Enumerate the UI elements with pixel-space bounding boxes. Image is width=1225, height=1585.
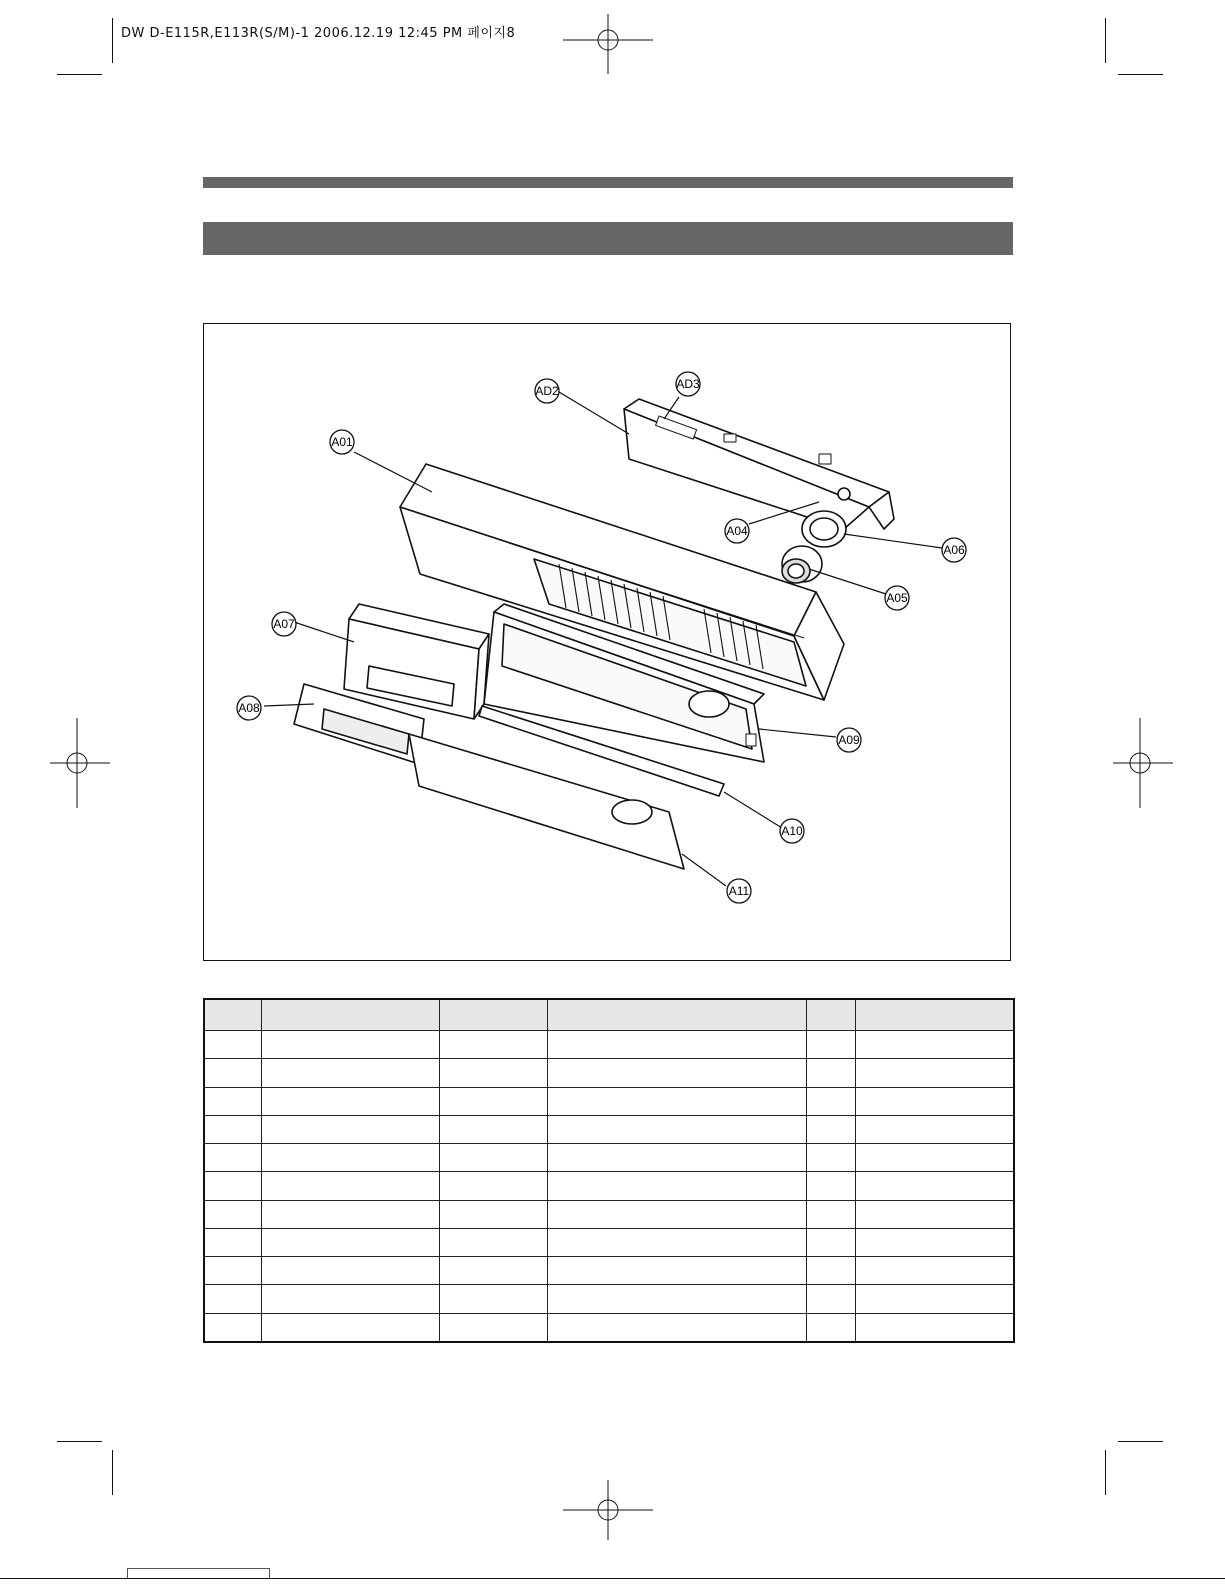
table-cell bbox=[439, 1031, 547, 1059]
table-cell bbox=[439, 1313, 547, 1342]
table-cell bbox=[439, 1257, 547, 1285]
table-cell bbox=[806, 1087, 855, 1115]
parts-list-table bbox=[203, 998, 1015, 1343]
table-cell bbox=[547, 1200, 806, 1228]
footer-line bbox=[0, 1578, 1225, 1579]
col-header-no bbox=[204, 999, 261, 1031]
table-cell bbox=[806, 1257, 855, 1285]
table-cell bbox=[547, 1172, 806, 1200]
crop-mark-bl-h bbox=[57, 1441, 102, 1442]
table-cell bbox=[806, 1285, 855, 1313]
table-cell bbox=[204, 1257, 261, 1285]
table-cell bbox=[204, 1228, 261, 1256]
part-a05-knob bbox=[782, 546, 822, 583]
table-cell bbox=[261, 1257, 439, 1285]
table-cell bbox=[261, 1087, 439, 1115]
table-cell bbox=[855, 1144, 1014, 1172]
table-cell bbox=[855, 1313, 1014, 1342]
table-row bbox=[204, 1031, 1014, 1059]
callout-ad2 bbox=[535, 379, 559, 403]
table-cell bbox=[261, 1313, 439, 1342]
table-cell bbox=[261, 1144, 439, 1172]
print-header: DW D-E115R,E113R(S/M)-1 2006.12.19 12:45 PM 페이지8 bbox=[121, 26, 516, 41]
callout-ad3 bbox=[676, 372, 700, 396]
callout-a04 bbox=[725, 519, 749, 543]
table-row bbox=[204, 1172, 1014, 1200]
callout-ad3-label: AD3 bbox=[676, 377, 700, 391]
table-cell bbox=[806, 1200, 855, 1228]
table-cell bbox=[439, 1228, 547, 1256]
table-cell bbox=[806, 1172, 855, 1200]
table-cell bbox=[547, 1059, 806, 1087]
table-row bbox=[204, 1200, 1014, 1228]
exploded-view-drawing bbox=[204, 324, 1012, 962]
table-header-row bbox=[204, 999, 1014, 1031]
table-cell bbox=[855, 1172, 1014, 1200]
table-cell bbox=[806, 1115, 855, 1143]
table-cell bbox=[855, 1087, 1014, 1115]
table-cell bbox=[855, 1228, 1014, 1256]
part-a11-front-sheet bbox=[409, 734, 684, 869]
table-row bbox=[204, 1228, 1014, 1256]
crop-mark-bl-v bbox=[112, 1450, 113, 1495]
callout-a04-label: A04 bbox=[726, 524, 748, 538]
table-cell bbox=[855, 1115, 1014, 1143]
table-cell bbox=[261, 1172, 439, 1200]
table-cell bbox=[806, 1059, 855, 1087]
table-cell bbox=[547, 1144, 806, 1172]
callout-a11-label: A11 bbox=[728, 884, 750, 898]
table-row bbox=[204, 1285, 1014, 1313]
section-title-bar bbox=[203, 222, 1013, 255]
table-row bbox=[204, 1257, 1014, 1285]
callout-a05 bbox=[885, 586, 909, 610]
crop-mark-br-v bbox=[1105, 1450, 1106, 1495]
table-cell bbox=[204, 1313, 261, 1342]
table-row bbox=[204, 1313, 1014, 1342]
callout-a01-label: A01 bbox=[331, 435, 353, 449]
table-cell bbox=[855, 1200, 1014, 1228]
crop-mark-br-h bbox=[1118, 1441, 1163, 1442]
crop-mark-tr-v bbox=[1105, 18, 1106, 63]
table-cell bbox=[261, 1228, 439, 1256]
table-cell bbox=[204, 1087, 261, 1115]
registration-mark-left bbox=[50, 718, 110, 808]
table-cell bbox=[547, 1115, 806, 1143]
table-cell bbox=[204, 1285, 261, 1313]
table-row bbox=[204, 1087, 1014, 1115]
callout-a10 bbox=[780, 819, 804, 843]
table-cell bbox=[204, 1115, 261, 1143]
table-cell bbox=[855, 1059, 1014, 1087]
callout-a06 bbox=[942, 538, 966, 562]
table-cell bbox=[261, 1200, 439, 1228]
exploded-view-figure bbox=[203, 323, 1011, 961]
table-cell bbox=[204, 1031, 261, 1059]
callout-a08-label: A08 bbox=[238, 701, 260, 715]
table-cell bbox=[204, 1059, 261, 1087]
table-cell bbox=[855, 1285, 1014, 1313]
table-cell bbox=[261, 1285, 439, 1313]
table-cell bbox=[806, 1144, 855, 1172]
callout-a01 bbox=[330, 430, 354, 454]
callout-a11 bbox=[727, 879, 751, 903]
table-cell bbox=[261, 1115, 439, 1143]
callout-a05-label: A05 bbox=[886, 591, 908, 605]
table-row bbox=[204, 1144, 1014, 1172]
table-row bbox=[204, 1115, 1014, 1143]
table-cell bbox=[439, 1115, 547, 1143]
table-cell bbox=[261, 1059, 439, 1087]
table-cell bbox=[806, 1228, 855, 1256]
part-a06-knob-housing bbox=[802, 511, 846, 547]
callout-ad2-label: AD2 bbox=[535, 384, 559, 398]
table-row bbox=[204, 1059, 1014, 1087]
registration-mark-bottom bbox=[563, 1480, 653, 1540]
callout-a07 bbox=[272, 612, 296, 636]
footer-tab bbox=[127, 1568, 270, 1578]
table-cell bbox=[439, 1144, 547, 1172]
table-cell bbox=[439, 1200, 547, 1228]
crop-mark-tr-h bbox=[1118, 74, 1163, 75]
table-cell bbox=[547, 1313, 806, 1342]
crop-mark-tl-v bbox=[112, 18, 113, 63]
col-header-remark bbox=[855, 999, 1014, 1031]
col-header-qty bbox=[806, 999, 855, 1031]
registration-mark-top bbox=[563, 14, 653, 74]
table-cell bbox=[547, 1031, 806, 1059]
parts-table-body bbox=[204, 1031, 1014, 1343]
col-header-description bbox=[547, 999, 806, 1031]
crop-mark-tl-h bbox=[57, 74, 102, 75]
table-cell bbox=[439, 1172, 547, 1200]
table-cell bbox=[204, 1200, 261, 1228]
registration-mark-right bbox=[1113, 718, 1173, 808]
table-cell bbox=[806, 1031, 855, 1059]
table-cell bbox=[261, 1031, 439, 1059]
callout-a10-label: A10 bbox=[781, 824, 803, 838]
table-cell bbox=[204, 1172, 261, 1200]
table-cell bbox=[439, 1285, 547, 1313]
table-cell bbox=[547, 1087, 806, 1115]
table-cell bbox=[855, 1031, 1014, 1059]
callout-a09-label: A09 bbox=[838, 733, 860, 747]
table-cell bbox=[855, 1257, 1014, 1285]
table-cell bbox=[439, 1059, 547, 1087]
section-rule bbox=[203, 177, 1013, 188]
table-cell bbox=[439, 1087, 547, 1115]
col-header-part-code bbox=[261, 999, 439, 1031]
table-cell bbox=[204, 1144, 261, 1172]
col-header-part-name bbox=[439, 999, 547, 1031]
table-cell bbox=[806, 1313, 855, 1342]
callout-a09 bbox=[837, 728, 861, 752]
callout-a06-label: A06 bbox=[943, 543, 965, 557]
table-cell bbox=[547, 1228, 806, 1256]
table-cell bbox=[547, 1285, 806, 1313]
callout-a07-label: A07 bbox=[273, 617, 295, 631]
table-cell bbox=[547, 1257, 806, 1285]
callout-a08 bbox=[237, 696, 261, 720]
